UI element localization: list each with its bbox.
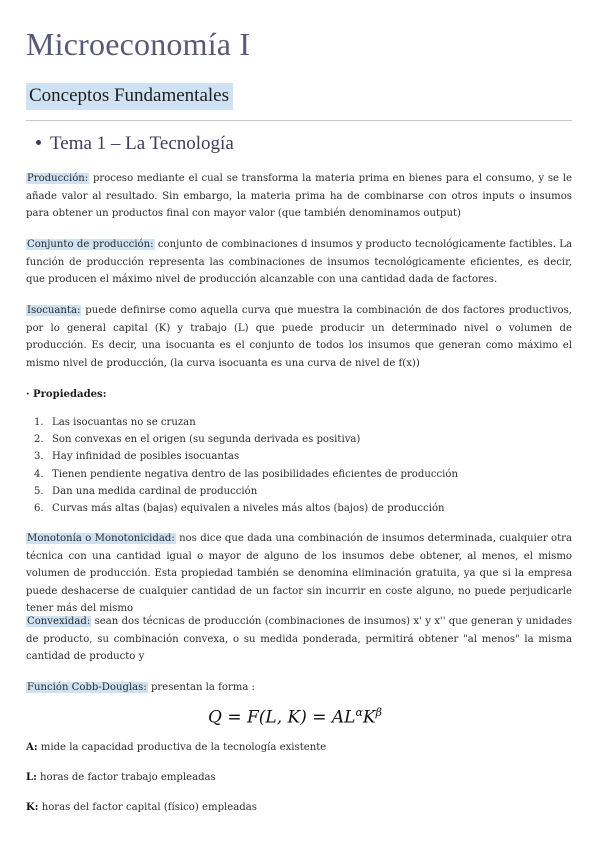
paragraph-text: proceso mediante el cual se transforma la materia prima en bienes para el consumo, y se le añade valor al resultado. Sin embargo, la materia prima ha de combinarse con otros inputs o insumos para obtener un productos final con mayor valor (que también denominamos output) xyxy=(26,173,572,219)
properties-title: · Propiedades: xyxy=(26,389,107,400)
paragraph-cobb-douglas xyxy=(26,679,572,697)
list-item: 4. Tienen pendiente negativa dentro de las posibilidades eficientes de producción xyxy=(34,468,458,480)
term-highlight: Conjunto de producción: xyxy=(27,239,154,250)
topic-heading xyxy=(36,133,234,155)
list-item: 1. Las isocuantas no se cruzan xyxy=(34,417,196,428)
section-heading: Conceptos Fundamentales xyxy=(26,83,233,110)
paragraph-convexidad xyxy=(26,613,572,666)
bullet-icon xyxy=(36,140,41,145)
properties-list xyxy=(34,414,458,517)
definition-k: K: horas del factor capital (físico) empleadas xyxy=(26,802,257,813)
paragraph-isocuanta xyxy=(26,302,572,372)
cobb-douglas-formula: Q = F(L, $K) = AL^\alpha K^\beta$ xyxy=(208,706,382,728)
term-highlight: Producción: xyxy=(27,173,89,184)
term-highlight: Función Cobb-Douglas: xyxy=(27,682,147,693)
paragraph-text: nos dice que dada una combinación de insumos determinada, cualquier otra técnica con una cantidad igual o mayor de alguno de los insumos debe obtener, al menos, el mismo volumen de producción. Esta propiedad también se denomina eliminación gratuita, ya que si la empresa puede deshacerse de cualquier cantidad de un factor sin incurrir en coste alguno, no puede perjudicarle tener más del mismo xyxy=(26,533,572,614)
paragraph-conjunto xyxy=(26,236,572,289)
list-item: 6. Curvas más altas (bajas) equivalen a niveles más altos (bajos) de producción xyxy=(34,503,445,515)
paragraph-produccion xyxy=(26,170,572,223)
document-title: Microeconomía I xyxy=(26,26,251,62)
definition-a: A: mide la capacidad productiva de la tecnología existente xyxy=(26,742,327,753)
paragraph-text: conjunto de combinaciones d insumos y producto tecnológicamente factibles. La función de producción representa las combinaciones de insumos tecnológicamente eficientes, es decir, que producen el máximo nivel de producción alcanzable con una cantidad dada de factores. xyxy=(26,239,572,285)
definition-l: L: horas de factor trabajo empleadas xyxy=(26,772,216,783)
paragraph-text: presentan la forma : xyxy=(147,682,255,693)
term-highlight: Convexidad: xyxy=(27,616,91,627)
list-item: 3. Hay infinidad de posibles isocuantas xyxy=(34,451,240,463)
horizontal-divider xyxy=(26,120,572,121)
term-highlight: Monotonía o Monotonicidad: xyxy=(27,533,175,544)
list-item: 5. Dan una medida cardinal de producción xyxy=(34,485,258,497)
paragraph-text: puede definirse como aquella curva que muestra la combinación de dos factores productivos, por lo general capital (K) y trabajo (L) que puede producir un determinado nivel o volumen de producción. Es decir, una isocuanta es el conjunto de todos los insumos que generan como máximo el mismo nivel de producción, (la curva isocuanta es una curva de nivel de f(x)) xyxy=(26,305,572,369)
paragraph-monotonia xyxy=(26,530,572,618)
term-highlight: Isocuanta: xyxy=(27,305,81,316)
paragraph-text: sean dos técnicas de producción (combinaciones de insumos) x' y x'' que generan y unidades de producto, su combinación convexa, o su medida ponderada, permitirá obtener "al menos" la misma cantidad de producto y xyxy=(26,616,572,662)
topic-title: Tema 1 – La Tecnología xyxy=(50,133,234,154)
list-item: 2. Son convexas en el origen (su segunda derivada es positiva) xyxy=(34,434,361,446)
